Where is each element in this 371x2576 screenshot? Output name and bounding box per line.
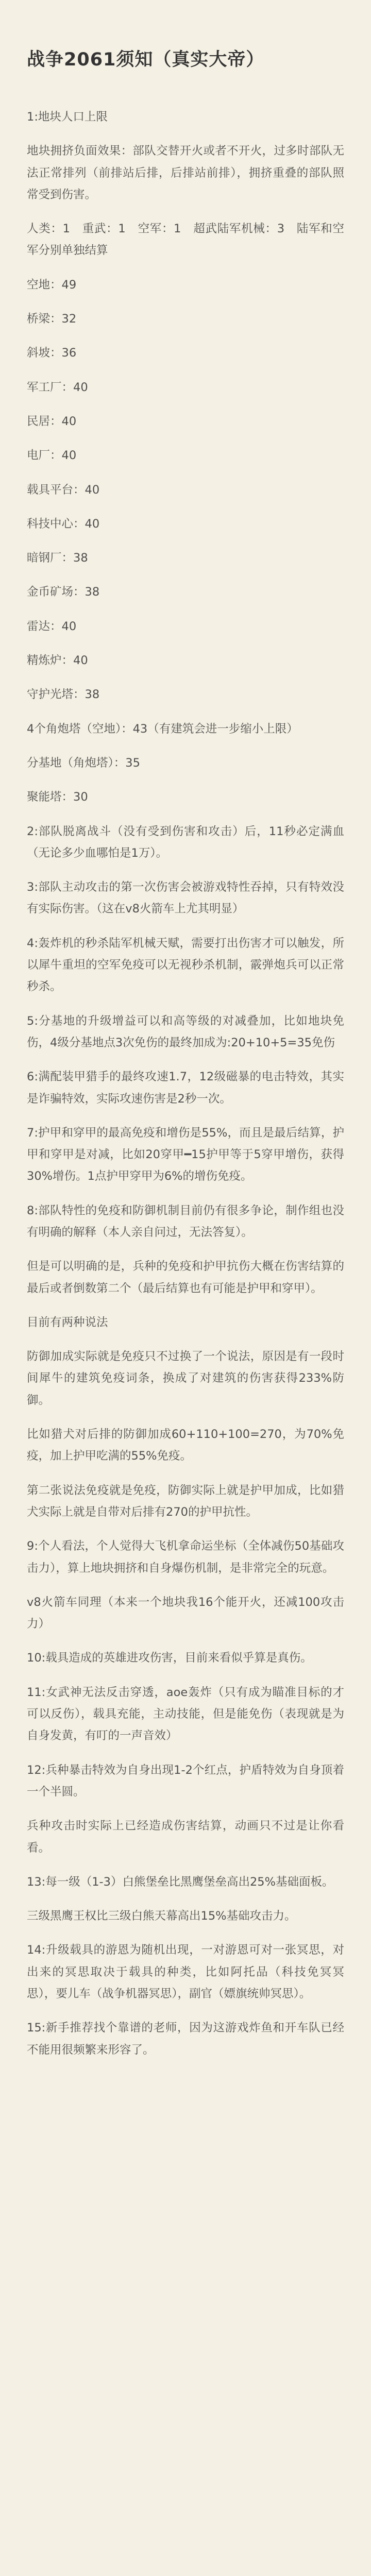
paragraph: 载具平台：40 [27, 483, 100, 497]
paragraph: 5:分基地的升级增益可以和高等级的对减叠加，比如地块免伤，4级分基地点3次免伤的最终加成为:20+10+5=35免伤 [27, 1014, 344, 1049]
paragraph: 空地：49 [27, 278, 77, 292]
paragraph: v8火箭车同理（本来一个地块我16个能开火，还减100攻击力） [27, 1595, 344, 1631]
paragraph: 人类：1 重武：1 空军：1 超武陆军机械：3 陆军和空军分别单独结算 [27, 222, 344, 258]
paragraph: 防御加成实际就是免疫只不过换了一个说法，原因是有一段时间犀牛的建筑免疫词条，换成了对建筑的伤害获得233%防御。 [27, 1350, 344, 1407]
paragraph: 暗钢厂：38 [27, 551, 88, 565]
paragraph: 12:兵种暴击特效为自身出现1-2个红点，护盾特效为自身顶着一个半圆。 [27, 1763, 344, 1799]
paragraph: 11:女武神无法反击穿透，aoe轰炸（只有成为瞄准目标的才可以反伤），载具充能，主动技能，但是能免伤（表现就是为自身发黄，有叮的一声音效） [27, 1685, 344, 1743]
paragraph: 9:个人看法，个人觉得大飞机拿命运坐标（全体减伤50基础攻击力），算上地块拥挤和自身爆伤机制，是非常完全的玩意。 [27, 1539, 344, 1575]
paragraph: 但是可以明确的是，兵种的免疫和护甲抗伤大概在伤害结算的最后或者倒数第二个（最后结算也有可能是护甲和穿甲）。 [27, 1260, 344, 1295]
paragraph: 1:地块人口上限 [27, 110, 108, 124]
paragraph: 地块拥挤负面效果：部队交替开火或者不开火，过多时部队无法正常排列（前排站后排，后排站前排），拥挤重叠的部队照常受到伤害。 [27, 144, 344, 201]
paragraph: 第二张说法免疫就是免疫，防御实际上就是护甲加成，比如猎犬实际上就是自带对后排有270的护甲抗性。 [27, 1483, 344, 1519]
paragraph: 科技中心：40 [27, 517, 100, 531]
paragraph: 比如猎犬对后排的防御加成60+110+100=270，为70%免疫，加上护甲吃满的55%免疫。 [27, 1428, 344, 1463]
paragraph: 雷达：40 [27, 619, 77, 633]
paragraph: 分基地（角炮塔）：35 [27, 756, 140, 770]
paragraph: 6:满配装甲猎手的最终攻速1.7，12级磁暴的电击特效，其实是诈骗特效，实际攻速伤害是2秒一次。 [27, 1070, 344, 1106]
paragraph: 兵种攻击时实际上已经造成伤害结算，动画只不过是让你看看。 [27, 1819, 344, 1855]
page-title: 战争2061须知（真实大帝） [27, 49, 265, 70]
paragraph: 桥梁：32 [27, 312, 77, 326]
paragraph: 精炼炉：40 [27, 654, 88, 668]
paragraph: 民居：40 [27, 414, 77, 428]
paragraph: 4个角炮塔（空地）：43（有建筑会进一步缩小上限） [27, 722, 298, 736]
paragraph: 斜坡：36 [27, 346, 77, 360]
paragraph: 8:部队特性的免疫和防御机制目前仍有很多争论，制作组也没有明确的解释（本人亲自问过，无法答复）。 [27, 1204, 344, 1239]
paragraph: 守护光塔：38 [27, 688, 100, 702]
paragraph: 13:每一级（1-3）白熊堡垒比黑鹰堡垒高出25%基础面板。 [27, 1875, 334, 1889]
paragraph: 目前有两种说法 [27, 1315, 108, 1329]
note-body [27, 106, 344, 2073]
paragraph: 金币矿场：38 [27, 585, 100, 599]
paragraph: 2:部队脱离战斗（没有受到伤害和攻击）后，11秒必定满血（无论多少血哪怕是1万）。 [27, 824, 344, 860]
paragraph: 军工厂：40 [27, 380, 88, 394]
paragraph: 4:轰炸机的秒杀陆军机械天赋，需要打出伤害才可以触发，所以犀牛重坦的空军免疫可以无视秒杀机制，霰弹炮兵可以正常秒杀。 [27, 936, 344, 994]
paragraph: 15:新手推荐找个靠谱的老师，因为这游戏炸鱼和开车队已经不能用很频繁来形容了。 [27, 2021, 344, 2057]
paragraph: 聚能塔：30 [27, 790, 88, 804]
paragraph: 14:升级载具的游恩为随机出现，一对游恩可对一张冥思，对出来的冥思取决于载具的种类，比如阿托品（科技免冥冥思），要儿车（战争机器冥思），副官（嫖旗统帅冥思）。 [27, 1943, 344, 2001]
paragraph: 7:护甲和穿甲的最高免疫和增伤是55%，而且是最后结算，护甲和穿甲是对减，比如20穿甲━15护甲等于5穿甲增伤，获得30%增伤。1点护甲穿甲为6%的增伤免疫。 [27, 1126, 344, 1183]
paragraph: 3:部队主动攻击的第一次伤害会被游戏特性吞掉，只有特效没有实际伤害。（这在v8火箭车上尤其明显） [27, 880, 344, 916]
paragraph: 三级黑鹰王权比三级白熊天幕高出15%基础攻击力。 [27, 1909, 296, 1923]
paragraph: 10:载具造成的英雄进攻伤害，目前来看似乎算是真伤。 [27, 1651, 312, 1665]
paragraph: 电厂：40 [27, 449, 77, 463]
